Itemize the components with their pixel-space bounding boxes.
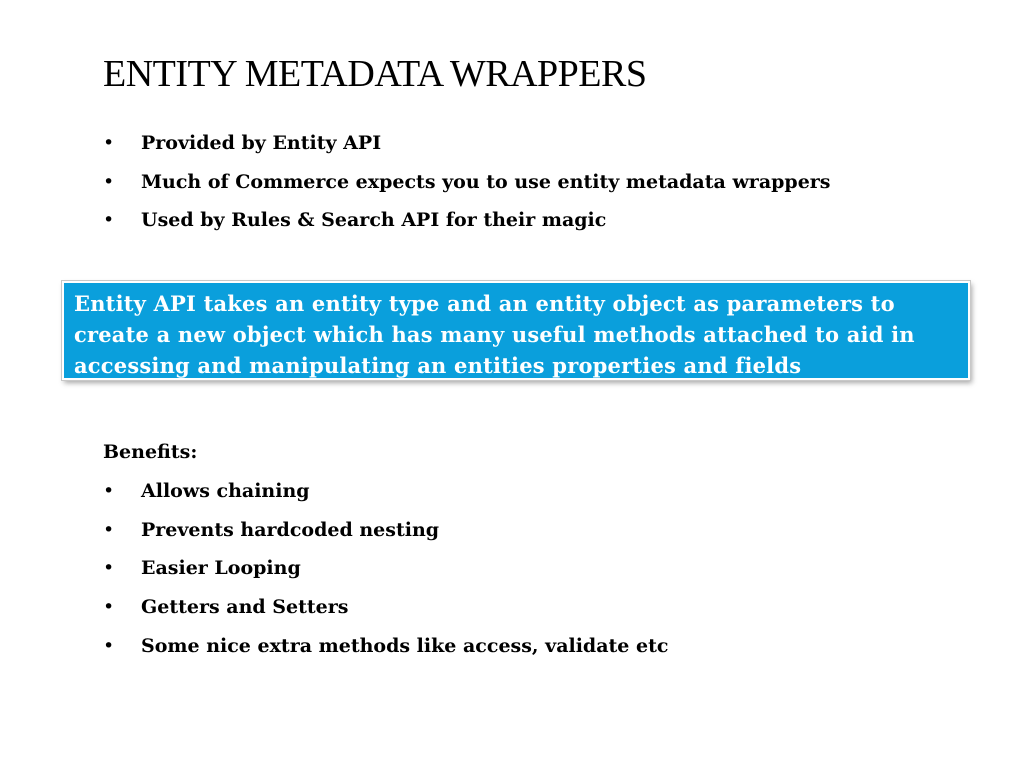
list-item xyxy=(103,131,831,170)
bullet-text: Much of Commerce expects you to use entity metadata wrappers xyxy=(141,170,831,193)
bullet-dot-icon: • xyxy=(103,209,115,232)
bullet-dot-icon: • xyxy=(103,518,115,541)
bullet-text: Easier Looping xyxy=(141,557,301,580)
bullet-text: Getters and Setters xyxy=(141,596,349,619)
callout-text: Entity API takes an entity type and an entity object as parameters to create a new object which has many useful methods attached to aid in accessing and manipulating an entities properties and fields xyxy=(74,291,915,378)
list-item xyxy=(103,170,831,209)
benefits-heading: Benefits: xyxy=(103,441,198,463)
intro-bullet-list xyxy=(103,131,831,247)
bullet-text: Allows chaining xyxy=(141,480,310,502)
list-item xyxy=(103,208,831,247)
bullet-dot-icon: • xyxy=(103,596,115,619)
bullet-dot-icon: • xyxy=(103,132,115,154)
bullet-dot-icon: • xyxy=(103,170,115,193)
list-item xyxy=(103,634,668,673)
bullet-text: Some nice extra methods like access, validate etc xyxy=(141,634,669,657)
list-item xyxy=(103,595,668,634)
list-item xyxy=(103,556,668,595)
bullet-dot-icon: • xyxy=(103,480,115,502)
bullet-text: Provided by Entity API xyxy=(141,132,382,154)
list-item xyxy=(103,479,668,518)
benefits-bullet-list xyxy=(103,479,668,672)
bullet-dot-icon: • xyxy=(103,557,115,580)
bullet-text: Used by Rules & Search API for their magic xyxy=(141,209,607,232)
bullet-text: Prevents hardcoded nesting xyxy=(141,518,440,541)
callout-box xyxy=(62,281,970,380)
list-item xyxy=(103,518,668,557)
bullet-dot-icon: • xyxy=(103,634,115,657)
slide-title: ENTITY METADATA WRAPPERS xyxy=(103,53,647,95)
